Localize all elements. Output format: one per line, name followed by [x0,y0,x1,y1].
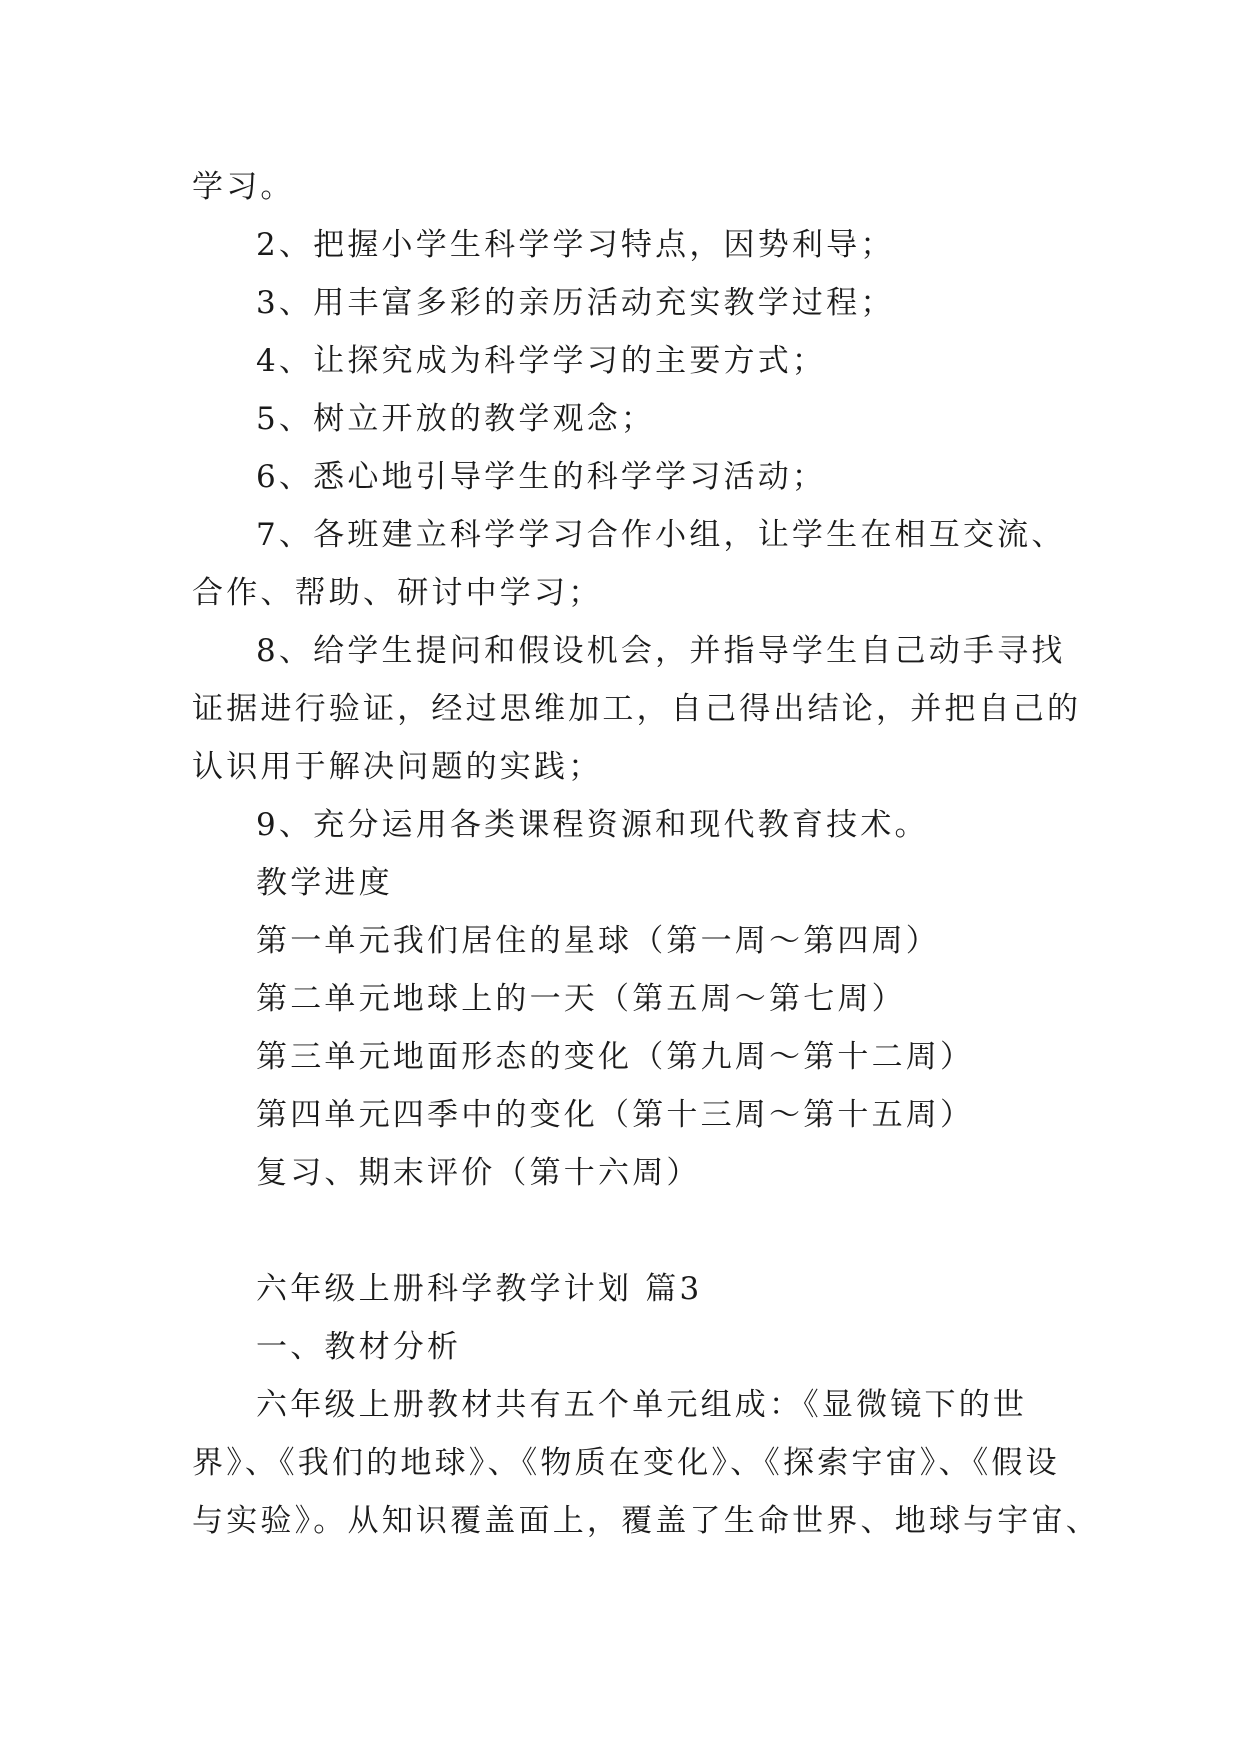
list-item-7-cont: 合作、帮助、研讨中学习； [192,575,603,611]
schedule-unit-2: 第二单元地球上的一天（第五周～第七周） [256,981,906,1017]
list-item-8-cont-2: 认识用于解决问题的实践； [192,749,603,785]
list-item-9: 9、充分运用各类课程资源和现代教育技术。 [256,807,929,843]
paragraph-line-2: 界》、《我们的地球》、《物质在变化》、《探索宇宙》、《假设 [192,1445,1060,1481]
section-heading-analysis: 一、教材分析 [256,1329,462,1365]
list-item-4: 4、让探究成为科学学习的主要方式； [256,343,827,379]
paragraph-line-3: 与实验》。从知识覆盖面上，覆盖了生命世界、地球与宇宙、 [192,1503,1100,1539]
schedule-unit-4: 第四单元四季中的变化（第十三周～第十五周） [256,1097,975,1133]
list-item-8-cont-1: 证据进行验证，经过思维加工，自己得出结论，并把自己的 [192,691,1082,727]
list-item-2: 2、把握小学生科学学习特点，因势利导； [256,227,895,263]
schedule-unit-3: 第三单元地面形态的变化（第九周～第十二周） [256,1039,975,1075]
text-line-1: 学习。 [192,169,295,205]
list-item-3: 3、用丰富多彩的亲历活动充实教学过程； [256,285,895,321]
article-title: 六年级上册科学教学计划 篇3 [256,1271,703,1307]
list-item-7: 7、各班建立科学学习合作小组，让学生在相互交流、 [256,517,1066,553]
section-heading-progress: 教学进度 [256,865,393,901]
paragraph-line-1: 六年级上册教材共有五个单元组成：《显微镜下的世 [256,1387,1028,1423]
list-item-8: 8、给学生提问和假设机会，并指导学生自己动手寻找 [256,633,1066,669]
list-item-5: 5、树立开放的教学观念； [256,401,656,437]
schedule-unit-1: 第一单元我们居住的星球（第一周～第四周） [256,923,940,959]
schedule-review: 复习、期末评价（第十六周） [256,1155,701,1191]
list-item-6: 6、悉心地引导学生的科学学习活动； [256,459,827,495]
